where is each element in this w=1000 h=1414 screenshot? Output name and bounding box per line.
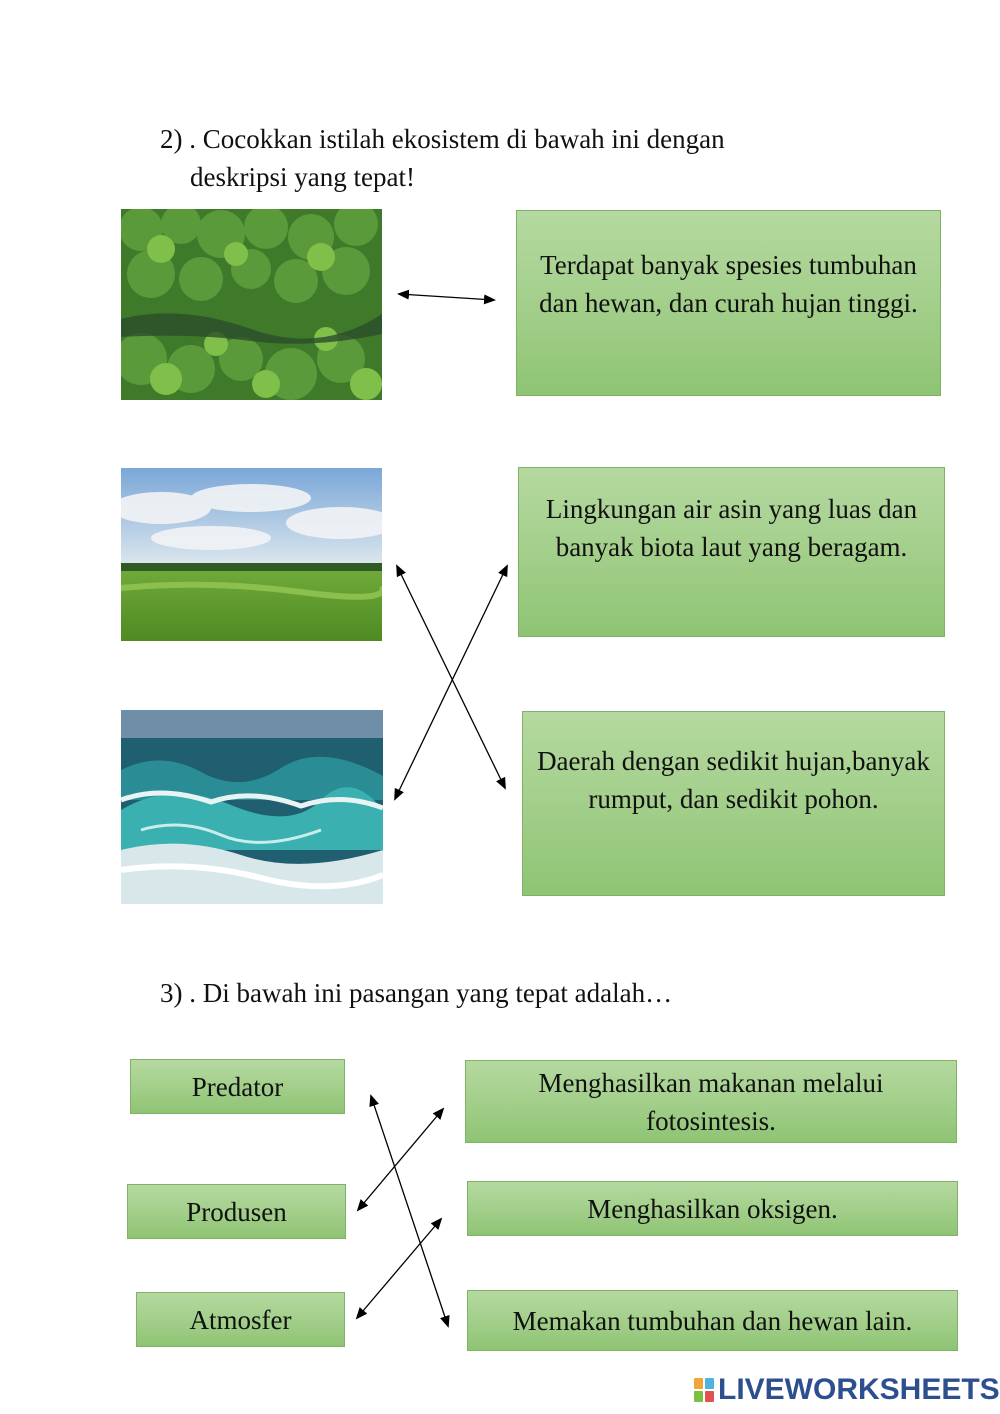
term-label: Produsen (186, 1196, 287, 1227)
answer-text: Menghasilkan makanan melalui fotosintesis. (538, 1067, 884, 1136)
answer-box-photosynthesis[interactable] (465, 1060, 957, 1143)
arrow-predator-eats (371, 1096, 448, 1326)
description-text: Daerah dengan sedikit hujan,banyak rumput, dan sedikit pohon. (537, 746, 930, 814)
description-text: Terdapat banyak spesies tumbuhan dan hewan, dan curah hujan tinggi. (539, 250, 918, 318)
term-label: Predator (191, 1071, 284, 1102)
term-box-produsen[interactable] (127, 1184, 346, 1239)
description-box-ocean[interactable] (518, 467, 945, 637)
question-3-title: 3) . Di bawah ini pasangan yang tepat adalah… (160, 978, 673, 1008)
grassland-photo (121, 468, 382, 641)
brand-name: LIVEWORKSHEETS (718, 1373, 1000, 1406)
answer-text: Memakan tumbuhan dan hewan lain. (512, 1305, 913, 1336)
question-2-number: 2) . (160, 124, 196, 154)
term-box-atmosfer[interactable] (136, 1292, 345, 1347)
description-box-grassland[interactable] (522, 711, 945, 896)
question-2-line1: Cocokkan istilah ekosistem di bawah ini dengan (202, 124, 725, 154)
description-text: Lingkungan air asin yang luas dan banyak biota laut yang beragam. (545, 494, 918, 562)
arrow-grassland-desc (397, 566, 505, 788)
arrow-ocean-desc (395, 566, 507, 799)
liveworksheets-logo-icon (693, 1376, 715, 1404)
term-label: Atmosfer (189, 1304, 292, 1335)
answer-box-eats[interactable] (467, 1290, 958, 1351)
arrow-forest-rainforest (399, 294, 494, 300)
description-box-rainforest[interactable] (516, 210, 941, 396)
question-2-line2: deskripsi yang tepat! (190, 162, 415, 192)
term-box-predator[interactable] (130, 1059, 345, 1114)
answer-box-oxygen[interactable] (467, 1181, 958, 1236)
liveworksheets-logo[interactable] (693, 1372, 1000, 1408)
arrow-produsen-photosynthesis (358, 1109, 443, 1210)
ocean-photo (121, 710, 383, 904)
question-2-title (160, 120, 725, 196)
arrow-atmosfer-oxygen (357, 1219, 441, 1318)
answer-text: Menghasilkan oksigen. (587, 1193, 838, 1224)
forest-photo (121, 209, 382, 400)
